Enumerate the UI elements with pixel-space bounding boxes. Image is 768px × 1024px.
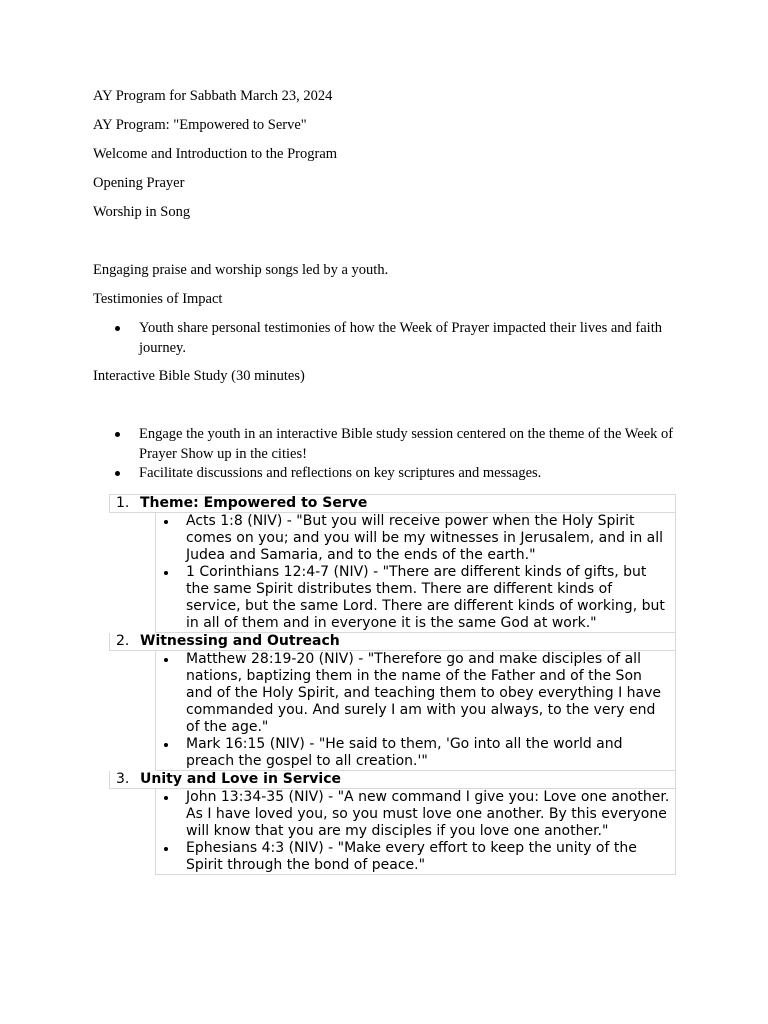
section-verses [155,789,676,875]
worship-song-line: Worship in Song [93,204,191,220]
verse-text: Matthew 28:19-20 (NIV) - "Therefore go and make disciples of all nations, baptizing them in the name of the Father and of the Son and of the Holy Spirit, and teaching them to obey everything I have commanded you. And surely I am with you always, to the very end of the age." [186,651,662,735]
list-item-text: Youth share personal testimonies of how the Week of Prayer impacted their lives and faith journey. [139,320,662,356]
numbered-sections [109,494,676,875]
section-header [109,494,676,513]
bullet-icon [115,326,120,331]
verse-item [156,651,675,736]
bullet-icon [115,432,120,437]
verse-item [156,736,675,770]
verse-item [156,789,675,840]
list-item-text: Engage the youth in an interactive Bible study session centered on the theme of the Week of Prayer Show up in the cities! [139,426,674,462]
list-item [93,319,683,358]
bullet-icon [164,571,168,575]
testimonies-heading: Testimonies of Impact [93,291,223,307]
program-title-line: AY Program: "Empowered to Serve" [93,117,307,133]
verse-text: Mark 16:15 (NIV) - "He said to them, 'Go into all the world and preach the gospel to all creation.'" [186,736,623,769]
bible-study-list [93,425,683,484]
bullet-icon [164,743,168,747]
section-title: Witnessing and Outreach [140,633,340,649]
section-unity-and-love [109,771,676,875]
verse-text: Acts 1:8 (NIV) - "But you will receive power when the Holy Spirit comes on you; and you will be my witnesses in Jerusalem, and in all Judea and Samaria, and to the ends of the earth." [186,513,664,563]
list-item [93,464,683,484]
verse-item [156,564,675,632]
bullet-icon [164,847,168,851]
welcome-line: Welcome and Introduction to the Program [93,146,338,162]
bullet-icon [115,471,120,476]
testimonies-list [93,319,683,358]
opening-prayer-line: Opening Prayer [93,175,185,191]
section-number: 1. [116,495,130,511]
list-item-text: Facilitate discussions and reflections on key scriptures and messages. [139,465,542,481]
bullet-icon [164,796,168,800]
section-empowered-to-serve [109,494,676,633]
section-verses [155,651,676,771]
verse-text: Ephesians 4:3 (NIV) - "Make every effort to keep the unity of the Spirit through the bond of peace." [186,840,637,873]
section-number: 3. [116,771,130,787]
section-verses [155,513,676,633]
verse-text: John 13:34-35 (NIV) - "A new command I give you: Love one another. As I have loved you, so you must love one another. By this everyone will know that you are my disciples if you love one another." [186,789,670,839]
section-number: 2. [116,633,130,649]
list-item [93,425,683,464]
program-date-line: AY Program for Sabbath March 23, 2024 [93,88,333,104]
bible-study-heading: Interactive Bible Study (30 minutes) [93,368,305,384]
verse-item [156,513,675,564]
verse-item [156,840,675,874]
bullet-icon [164,520,168,524]
section-header [109,633,676,651]
bullet-icon [164,658,168,662]
section-title: Theme: Empowered to Serve [140,495,368,511]
section-title: Unity and Love in Service [140,771,342,787]
section-header [109,771,676,789]
section-witnessing-and-outreach [109,633,676,771]
verse-text: 1 Corinthians 12:4-7 (NIV) - "There are different kinds of gifts, but the same Spirit distributes them. There are different kinds of service, but the same Lord. There are different kinds of working, but in all of them and in everyone it is the same God at work." [186,564,665,631]
worship-description: Engaging praise and worship songs led by a youth. [93,262,389,278]
